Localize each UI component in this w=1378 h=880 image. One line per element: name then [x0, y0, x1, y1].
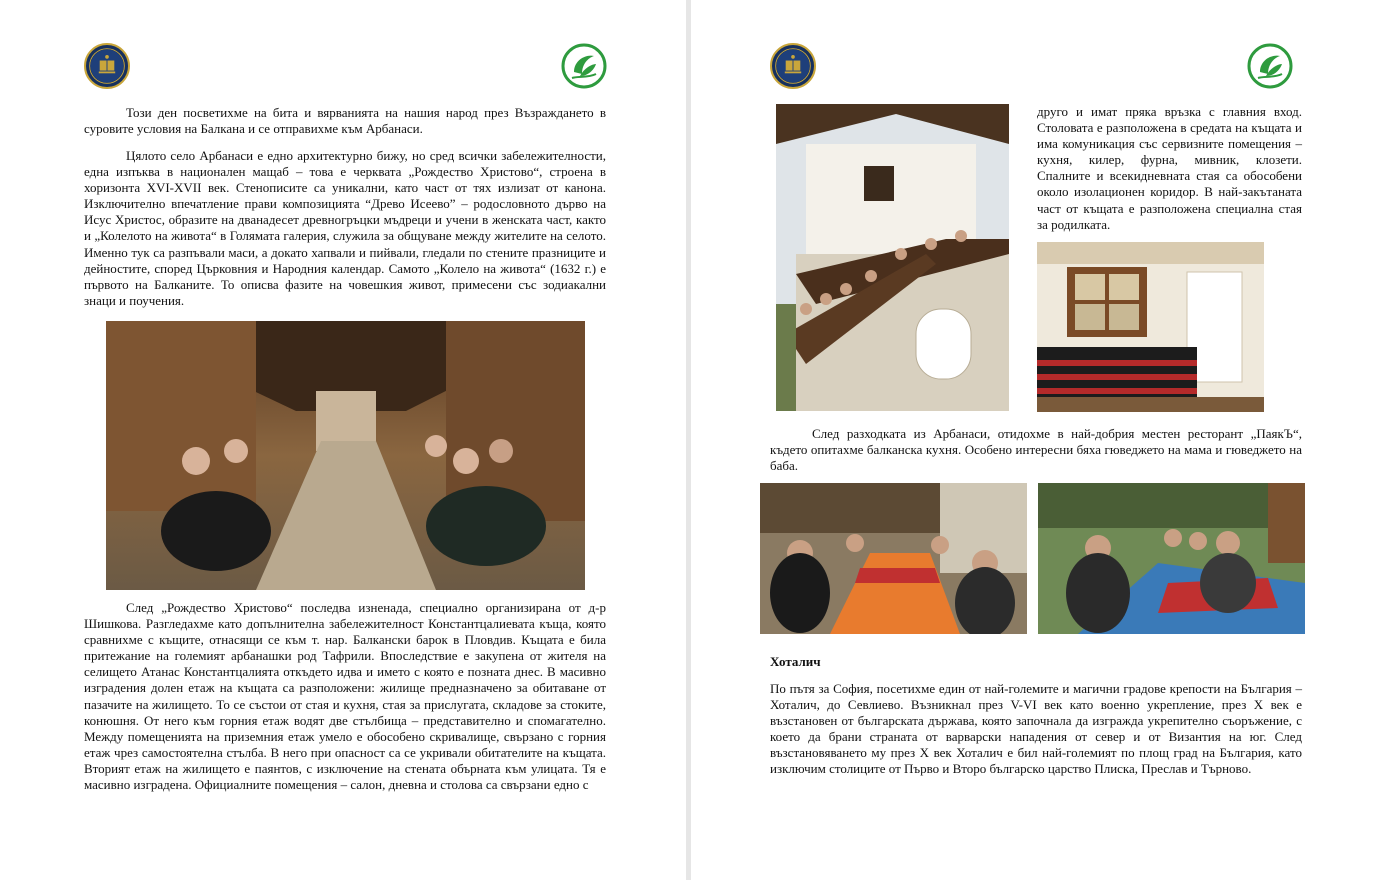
photo-house-room	[1037, 242, 1264, 412]
text-block-hotalich	[770, 681, 1302, 778]
document-page-left	[0, 0, 686, 880]
green-leaf-logo	[1246, 42, 1294, 90]
paragraph-konstantsalieva-house: След „Рождество Христово“ последва изненада, специално организирана от д-р Шишкова. Разгледахме като допълнителна забележителност Константцалиевата къща, която сравнихме с къщите, отнасящи се към т. нар. Балкански барок в Пловдив. Къщата е била притежание на големият арбанашки род Тафрили. Впоследствие е закупена от жителя на селището Атанас Константцалията откъдето идва и името с която е позната днес. В масивно изградения долен етаж на къщата са разположени: жилище предназначено за обитаване от пазачите на жилището. То се състои от стая и кухня, стая за прислугата, складове за стоките, конюшня. От него към горния етаж водят две стълбища – представително и спомагателно. Между помещенията на приземния етаж умело е обособено скривалище, свързано с горния етаж чрез самостоятелна стълба. В него при опасност са се укривали обитателите на къщата. Вторият етаж на жилището е паянтов, с изключение на стената обърната към улицата. Тя е масивно изградена. Официалните помещения – салон, дневна и столова са свързани едно с	[84, 600, 606, 793]
paragraph-hotalich: По пътя за София, посетихме един от най-големите и магични градове крепости на България – Хоталич, до Севлиево. Възникнал през V-VI век като военно укрепление, през X век е възстановен от българската държава, която започнала да изгражда укрепително съоръжение, с което да брани страната от варварски нападения от север и от Византия на юг. След възстановяването му през X век Хоталич е бил най-големият по площ град на България, като изключим столиците от Първо и Второ българско царство Плиска, Преслав и Търново.	[770, 681, 1302, 777]
section-heading-hotalich: Хоталич	[770, 654, 821, 669]
text-block-house	[84, 600, 606, 793]
document-page-right	[691, 0, 1378, 880]
photo-restaurant-left	[760, 483, 1027, 634]
paragraph-church: Цялото село Арбанаси е едно архитектурно бижу, но сред всички забележителности, една изпъква в национален мащаб – това е черквата „Рождество Христово“, строена в хоризонта XVI-XVII век. Стенописите са уникални, като част от тях излизат от канона. Изключително впечатление прави композицията “Древо Исеево” – родословното дърво на Исус Христос, образите на дванадесет древногръцки мъдреци и учени в женската част, както и „Колелото на живота“ в Голямата галерия, служила за общуване между жителите на селото. Именно тук са разпъвали маси, а докато хапвали и пийвали, гледали по стените празниците и дейностите, според Църковния и Народния календар. Самото „Колело на живота“ (1632 г.) е първото на Балканите. То описва фазите на човешкия живот, примесени със зодиакални знаци и поучения.	[84, 148, 606, 308]
text-block-church	[84, 148, 606, 309]
paragraph-house-continued: друго и имат пряка връзка с главния вход. Столовата е разположена в средата на къщата и има комуникация със сервизните помещения – кухня, килер, фурна, мивник, клозети. Спалните и всекидневната стая са обособени около изолационен коридор. В най-закътаната част от къщата е разположена специална стая за родилката.	[1037, 104, 1302, 232]
photo-church-gallery	[106, 321, 585, 590]
photo-restaurant-right	[1038, 483, 1305, 634]
photo-house-staircase	[776, 104, 1009, 411]
paragraph-restaurant: След разходката из Арбанаси, отидохме в най-добрия местен ресторант „ПаякЪ“, където опитахме балканска кухня. Особено интересни бяха гюведжето на мама и гюведжето на баба.	[770, 426, 1302, 474]
text-block-continuation	[1037, 104, 1302, 233]
school-crest-logo	[84, 43, 130, 89]
text-block-restaurant	[770, 426, 1302, 474]
paragraph-arbanasi-intro: Този ден посветихме на бита и вярванията на нашия народ през Възраждането в суровите условия на Балкана и се отправихме към Арбанаси.	[84, 105, 606, 137]
school-crest-logo	[770, 43, 816, 89]
green-leaf-logo	[560, 42, 608, 90]
text-block-intro	[84, 105, 606, 137]
